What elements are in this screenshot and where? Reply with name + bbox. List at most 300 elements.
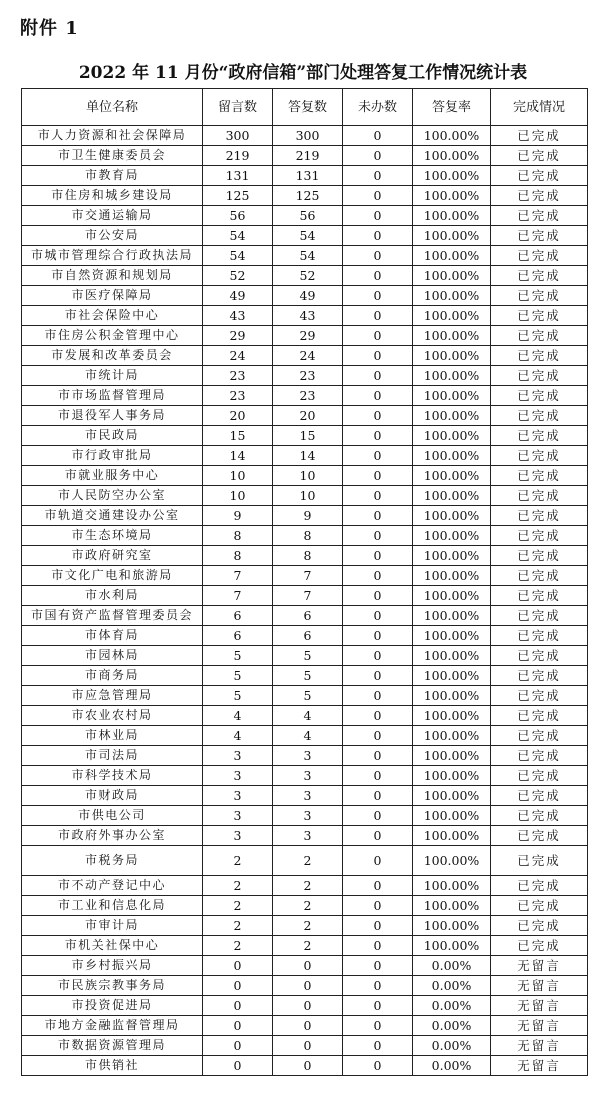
message-count-cell: 54 [203, 226, 273, 246]
unit-name-cell: 市市场监督管理局 [22, 386, 203, 406]
table-row [22, 426, 588, 446]
unit-name-cell: 市审计局 [22, 916, 203, 936]
header-message-count: 留言数 [203, 89, 273, 126]
message-count-cell: 5 [203, 686, 273, 706]
completion-status-cell: 已完成 [491, 896, 588, 916]
reply-rate-cell: 100.00% [413, 286, 491, 306]
completion-status-cell: 无留言 [491, 976, 588, 996]
completion-status-cell: 已完成 [491, 666, 588, 686]
unit-name-cell: 市供销社 [22, 1056, 203, 1076]
table-row [22, 686, 588, 706]
message-count-cell: 23 [203, 386, 273, 406]
pending-count-cell: 0 [343, 746, 413, 766]
header-reply-count: 答复数 [273, 89, 343, 126]
completion-status-cell: 已完成 [491, 506, 588, 526]
reply-count-cell: 23 [273, 366, 343, 386]
reply-count-cell: 23 [273, 386, 343, 406]
message-count-cell: 2 [203, 876, 273, 896]
reply-count-cell: 8 [273, 546, 343, 566]
message-count-cell: 8 [203, 526, 273, 546]
reply-rate-cell: 0.00% [413, 1036, 491, 1056]
reply-rate-cell: 100.00% [413, 566, 491, 586]
message-count-cell: 0 [203, 1056, 273, 1076]
completion-status-cell: 已完成 [491, 406, 588, 426]
message-count-cell: 0 [203, 996, 273, 1016]
pending-count-cell: 0 [343, 466, 413, 486]
completion-status-cell: 已完成 [491, 426, 588, 446]
reply-rate-cell: 0.00% [413, 996, 491, 1016]
statistics-table [21, 88, 588, 1076]
reply-count-cell: 54 [273, 246, 343, 266]
table-row [22, 766, 588, 786]
table-row [22, 286, 588, 306]
reply-rate-cell: 100.00% [413, 826, 491, 846]
table-row [22, 406, 588, 426]
table-row [22, 626, 588, 646]
completion-status-cell: 已完成 [491, 546, 588, 566]
reply-rate-cell: 0.00% [413, 956, 491, 976]
reply-count-cell: 49 [273, 286, 343, 306]
pending-count-cell: 0 [343, 506, 413, 526]
table-row [22, 956, 588, 976]
pending-count-cell: 0 [343, 646, 413, 666]
unit-name-cell: 市商务局 [22, 666, 203, 686]
table-row [22, 1036, 588, 1056]
reply-count-cell: 54 [273, 226, 343, 246]
message-count-cell: 5 [203, 666, 273, 686]
reply-count-cell: 3 [273, 746, 343, 766]
completion-status-cell: 已完成 [491, 566, 588, 586]
table-row [22, 246, 588, 266]
completion-status-cell: 已完成 [491, 126, 588, 146]
reply-count-cell: 24 [273, 346, 343, 366]
table-row [22, 526, 588, 546]
completion-status-cell: 已完成 [491, 246, 588, 266]
reply-count-cell: 6 [273, 626, 343, 646]
table-row [22, 266, 588, 286]
unit-name-cell: 市税务局 [22, 846, 203, 876]
reply-rate-cell: 100.00% [413, 186, 491, 206]
reply-rate-cell: 100.00% [413, 806, 491, 826]
table-row [22, 146, 588, 166]
completion-status-cell: 无留言 [491, 1056, 588, 1076]
completion-status-cell: 已完成 [491, 466, 588, 486]
message-count-cell: 7 [203, 586, 273, 606]
reply-count-cell: 0 [273, 996, 343, 1016]
reply-count-cell: 52 [273, 266, 343, 286]
table-row [22, 186, 588, 206]
reply-rate-cell: 100.00% [413, 526, 491, 546]
table-row [22, 606, 588, 626]
reply-rate-cell: 100.00% [413, 486, 491, 506]
reply-count-cell: 300 [273, 126, 343, 146]
reply-rate-cell: 100.00% [413, 306, 491, 326]
reply-rate-cell: 100.00% [413, 646, 491, 666]
completion-status-cell: 已完成 [491, 386, 588, 406]
completion-status-cell: 已完成 [491, 326, 588, 346]
pending-count-cell: 0 [343, 586, 413, 606]
reply-count-cell: 8 [273, 526, 343, 546]
unit-name-cell: 市行政审批局 [22, 446, 203, 466]
reply-rate-cell: 100.00% [413, 226, 491, 246]
completion-status-cell: 已完成 [491, 786, 588, 806]
header-unit-name: 单位名称 [22, 89, 203, 126]
completion-status-cell: 已完成 [491, 646, 588, 666]
completion-status-cell: 已完成 [491, 916, 588, 936]
pending-count-cell: 0 [343, 686, 413, 706]
message-count-cell: 56 [203, 206, 273, 226]
reply-count-cell: 2 [273, 896, 343, 916]
completion-status-cell: 已完成 [491, 826, 588, 846]
pending-count-cell: 0 [343, 976, 413, 996]
unit-name-cell: 市生态环境局 [22, 526, 203, 546]
header-pending-count: 未办数 [343, 89, 413, 126]
table-row [22, 306, 588, 326]
reply-count-cell: 125 [273, 186, 343, 206]
table-row [22, 566, 588, 586]
pending-count-cell: 0 [343, 306, 413, 326]
pending-count-cell: 0 [343, 426, 413, 446]
table-row [22, 1056, 588, 1076]
message-count-cell: 2 [203, 936, 273, 956]
table-row [22, 446, 588, 466]
reply-rate-cell: 100.00% [413, 426, 491, 446]
message-count-cell: 29 [203, 326, 273, 346]
completion-status-cell: 已完成 [491, 266, 588, 286]
reply-count-cell: 3 [273, 766, 343, 786]
table-row [22, 666, 588, 686]
completion-status-cell: 已完成 [491, 766, 588, 786]
table-row [22, 916, 588, 936]
reply-count-cell: 43 [273, 306, 343, 326]
reply-rate-cell: 100.00% [413, 936, 491, 956]
table-row [22, 806, 588, 826]
header-completion-status: 完成情况 [491, 89, 588, 126]
pending-count-cell: 0 [343, 246, 413, 266]
reply-count-cell: 0 [273, 1016, 343, 1036]
unit-name-cell: 市城市管理综合行政执法局 [22, 246, 203, 266]
completion-status-cell: 已完成 [491, 226, 588, 246]
message-count-cell: 10 [203, 486, 273, 506]
pending-count-cell: 0 [343, 786, 413, 806]
reply-count-cell: 7 [273, 566, 343, 586]
reply-count-cell: 0 [273, 976, 343, 996]
unit-name-cell: 市民政局 [22, 426, 203, 446]
pending-count-cell: 0 [343, 1016, 413, 1036]
table-row [22, 786, 588, 806]
completion-status-cell: 无留言 [491, 1016, 588, 1036]
pending-count-cell: 0 [343, 126, 413, 146]
reply-count-cell: 0 [273, 1036, 343, 1056]
table-row [22, 846, 588, 876]
pending-count-cell: 0 [343, 996, 413, 1016]
reply-count-cell: 7 [273, 586, 343, 606]
reply-count-cell: 3 [273, 786, 343, 806]
pending-count-cell: 0 [343, 936, 413, 956]
reply-count-cell: 14 [273, 446, 343, 466]
table-title: 2022 年 11 月份“政府信箱”部门处理答复工作情况统计表 [78, 63, 528, 83]
pending-count-cell: 0 [343, 706, 413, 726]
reply-rate-cell: 100.00% [413, 206, 491, 226]
reply-rate-cell: 100.00% [413, 916, 491, 936]
completion-status-cell: 已完成 [491, 446, 588, 466]
message-count-cell: 2 [203, 916, 273, 936]
reply-rate-cell: 0.00% [413, 976, 491, 996]
unit-name-cell: 市政府研究室 [22, 546, 203, 566]
reply-count-cell: 2 [273, 916, 343, 936]
pending-count-cell: 0 [343, 826, 413, 846]
reply-count-cell: 5 [273, 646, 343, 666]
reply-rate-cell: 100.00% [413, 666, 491, 686]
table-row [22, 996, 588, 1016]
reply-rate-cell: 100.00% [413, 746, 491, 766]
reply-rate-cell: 100.00% [413, 726, 491, 746]
completion-status-cell: 无留言 [491, 996, 588, 1016]
completion-status-cell: 已完成 [491, 806, 588, 826]
reply-rate-cell: 100.00% [413, 126, 491, 146]
table-row [22, 896, 588, 916]
pending-count-cell: 0 [343, 486, 413, 506]
table-row [22, 346, 588, 366]
unit-name-cell: 市交通运输局 [22, 206, 203, 226]
completion-status-cell: 已完成 [491, 606, 588, 626]
unit-name-cell: 市政府外事办公室 [22, 826, 203, 846]
reply-rate-cell: 100.00% [413, 876, 491, 896]
reply-rate-cell: 100.00% [413, 326, 491, 346]
message-count-cell: 3 [203, 786, 273, 806]
completion-status-cell: 无留言 [491, 956, 588, 976]
table-row [22, 876, 588, 896]
pending-count-cell: 0 [343, 546, 413, 566]
message-count-cell: 15 [203, 426, 273, 446]
message-count-cell: 3 [203, 826, 273, 846]
completion-status-cell: 已完成 [491, 166, 588, 186]
reply-count-cell: 3 [273, 826, 343, 846]
table-row [22, 386, 588, 406]
unit-name-cell: 市卫生健康委员会 [22, 146, 203, 166]
pending-count-cell: 0 [343, 166, 413, 186]
completion-status-cell: 已完成 [491, 686, 588, 706]
pending-count-cell: 0 [343, 766, 413, 786]
reply-count-cell: 4 [273, 706, 343, 726]
message-count-cell: 24 [203, 346, 273, 366]
table-row [22, 466, 588, 486]
table-row [22, 506, 588, 526]
reply-rate-cell: 100.00% [413, 786, 491, 806]
completion-status-cell: 已完成 [491, 936, 588, 956]
reply-rate-cell: 100.00% [413, 766, 491, 786]
message-count-cell: 6 [203, 626, 273, 646]
table-row [22, 726, 588, 746]
reply-rate-cell: 100.00% [413, 446, 491, 466]
unit-name-cell: 市人力资源和社会保障局 [22, 126, 203, 146]
message-count-cell: 131 [203, 166, 273, 186]
message-count-cell: 7 [203, 566, 273, 586]
completion-status-cell: 无留言 [491, 1036, 588, 1056]
completion-status-cell: 已完成 [491, 186, 588, 206]
unit-name-cell: 市人民防空办公室 [22, 486, 203, 506]
reply-rate-cell: 100.00% [413, 386, 491, 406]
message-count-cell: 9 [203, 506, 273, 526]
reply-rate-cell: 100.00% [413, 506, 491, 526]
completion-status-cell: 已完成 [491, 746, 588, 766]
reply-count-cell: 2 [273, 936, 343, 956]
table-row [22, 936, 588, 956]
message-count-cell: 52 [203, 266, 273, 286]
table-row [22, 646, 588, 666]
message-count-cell: 2 [203, 846, 273, 876]
message-count-cell: 4 [203, 706, 273, 726]
pending-count-cell: 0 [343, 266, 413, 286]
reply-rate-cell: 100.00% [413, 246, 491, 266]
reply-rate-cell: 100.00% [413, 686, 491, 706]
reply-count-cell: 9 [273, 506, 343, 526]
reply-rate-cell: 100.00% [413, 166, 491, 186]
pending-count-cell: 0 [343, 1036, 413, 1056]
unit-name-cell: 市林业局 [22, 726, 203, 746]
unit-name-cell: 市公安局 [22, 226, 203, 246]
unit-name-cell: 市医疗保障局 [22, 286, 203, 306]
completion-status-cell: 已完成 [491, 876, 588, 896]
pending-count-cell: 0 [343, 626, 413, 646]
pending-count-cell: 0 [343, 876, 413, 896]
message-count-cell: 300 [203, 126, 273, 146]
pending-count-cell: 0 [343, 346, 413, 366]
reply-count-cell: 131 [273, 166, 343, 186]
unit-name-cell: 市文化广电和旅游局 [22, 566, 203, 586]
message-count-cell: 0 [203, 956, 273, 976]
message-count-cell: 3 [203, 746, 273, 766]
reply-rate-cell: 100.00% [413, 896, 491, 916]
reply-rate-cell: 100.00% [413, 466, 491, 486]
reply-rate-cell: 100.00% [413, 626, 491, 646]
reply-rate-cell: 0.00% [413, 1016, 491, 1036]
pending-count-cell: 0 [343, 956, 413, 976]
reply-rate-cell: 100.00% [413, 346, 491, 366]
table-row [22, 976, 588, 996]
reply-count-cell: 6 [273, 606, 343, 626]
completion-status-cell: 已完成 [491, 286, 588, 306]
message-count-cell: 14 [203, 446, 273, 466]
completion-status-cell: 已完成 [491, 626, 588, 646]
pending-count-cell: 0 [343, 606, 413, 626]
reply-count-cell: 5 [273, 666, 343, 686]
reply-count-cell: 10 [273, 466, 343, 486]
pending-count-cell: 0 [343, 806, 413, 826]
reply-rate-cell: 100.00% [413, 706, 491, 726]
completion-status-cell: 已完成 [491, 206, 588, 226]
reply-count-cell: 15 [273, 426, 343, 446]
table-row [22, 746, 588, 766]
reply-count-cell: 0 [273, 1056, 343, 1076]
table-header-row [22, 89, 588, 126]
pending-count-cell: 0 [343, 896, 413, 916]
completion-status-cell: 已完成 [491, 586, 588, 606]
pending-count-cell: 0 [343, 406, 413, 426]
completion-status-cell: 已完成 [491, 346, 588, 366]
unit-name-cell: 市体育局 [22, 626, 203, 646]
table-row [22, 126, 588, 146]
pending-count-cell: 0 [343, 386, 413, 406]
reply-count-cell: 3 [273, 806, 343, 826]
unit-name-cell: 市投资促进局 [22, 996, 203, 1016]
reply-count-cell: 56 [273, 206, 343, 226]
table-row [22, 546, 588, 566]
pending-count-cell: 0 [343, 1056, 413, 1076]
completion-status-cell: 已完成 [491, 146, 588, 166]
unit-name-cell: 市发展和改革委员会 [22, 346, 203, 366]
message-count-cell: 23 [203, 366, 273, 386]
pending-count-cell: 0 [343, 206, 413, 226]
table-row [22, 826, 588, 846]
pending-count-cell: 0 [343, 526, 413, 546]
message-count-cell: 5 [203, 646, 273, 666]
unit-name-cell: 市机关社保中心 [22, 936, 203, 956]
reply-rate-cell: 100.00% [413, 146, 491, 166]
message-count-cell: 0 [203, 1036, 273, 1056]
table-row [22, 366, 588, 386]
message-count-cell: 49 [203, 286, 273, 306]
reply-rate-cell: 100.00% [413, 606, 491, 626]
reply-rate-cell: 100.00% [413, 366, 491, 386]
unit-name-cell: 市民族宗教事务局 [22, 976, 203, 996]
pending-count-cell: 0 [343, 366, 413, 386]
unit-name-cell: 市司法局 [22, 746, 203, 766]
attachment-label: 附件 1 [20, 18, 79, 39]
pending-count-cell: 0 [343, 916, 413, 936]
completion-status-cell: 已完成 [491, 366, 588, 386]
table-row [22, 1016, 588, 1036]
unit-name-cell: 市住房和城乡建设局 [22, 186, 203, 206]
completion-status-cell: 已完成 [491, 526, 588, 546]
reply-rate-cell: 100.00% [413, 586, 491, 606]
reply-count-cell: 20 [273, 406, 343, 426]
reply-count-cell: 219 [273, 146, 343, 166]
message-count-cell: 0 [203, 976, 273, 996]
message-count-cell: 6 [203, 606, 273, 626]
reply-count-cell: 5 [273, 686, 343, 706]
completion-status-cell: 已完成 [491, 846, 588, 876]
reply-rate-cell: 100.00% [413, 406, 491, 426]
reply-count-cell: 2 [273, 846, 343, 876]
pending-count-cell: 0 [343, 326, 413, 346]
table-row [22, 206, 588, 226]
reply-rate-cell: 100.00% [413, 266, 491, 286]
reply-count-cell: 0 [273, 956, 343, 976]
unit-name-cell: 市退役军人事务局 [22, 406, 203, 426]
message-count-cell: 20 [203, 406, 273, 426]
pending-count-cell: 0 [343, 726, 413, 746]
reply-count-cell: 10 [273, 486, 343, 506]
table-row [22, 226, 588, 246]
reply-rate-cell: 100.00% [413, 846, 491, 876]
pending-count-cell: 0 [343, 146, 413, 166]
unit-name-cell: 市供电公司 [22, 806, 203, 826]
table-row [22, 326, 588, 346]
unit-name-cell: 市数据资源管理局 [22, 1036, 203, 1056]
unit-name-cell: 市自然资源和规划局 [22, 266, 203, 286]
completion-status-cell: 已完成 [491, 726, 588, 746]
message-count-cell: 3 [203, 806, 273, 826]
message-count-cell: 43 [203, 306, 273, 326]
completion-status-cell: 已完成 [491, 706, 588, 726]
table-row [22, 166, 588, 186]
table-body [22, 126, 588, 1076]
reply-count-cell: 29 [273, 326, 343, 346]
unit-name-cell: 市统计局 [22, 366, 203, 386]
completion-status-cell: 已完成 [491, 486, 588, 506]
message-count-cell: 2 [203, 896, 273, 916]
